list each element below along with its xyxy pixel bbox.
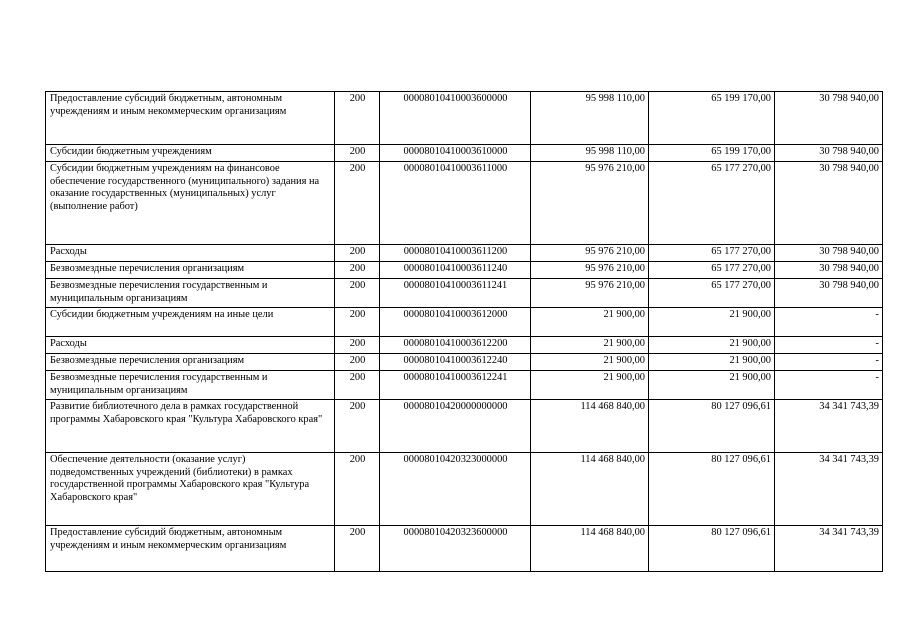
row-executed-cell: 65 177 270,00	[649, 262, 775, 279]
row-name-cell: Безвозмездные перечисления организациям	[46, 354, 335, 371]
row-unexecuted-cell: -	[775, 354, 883, 371]
row-approved-cell: 114 468 840,00	[531, 400, 649, 453]
table-row	[46, 371, 883, 400]
row-code-cell: 200	[335, 162, 380, 245]
row-code-cell: 200	[335, 262, 380, 279]
row-unexecuted-cell: 30 798 940,00	[775, 262, 883, 279]
row-name-cell: Предоставление субсидий бюджетным, автономным учреждениям и иным некоммерческим организациям	[46, 526, 335, 572]
row-unexecuted-cell: 30 798 940,00	[775, 162, 883, 245]
budget-table	[45, 91, 883, 572]
row-code-cell: 200	[335, 526, 380, 572]
row-name-cell: Расходы	[46, 245, 335, 262]
row-name-cell: Безвозмездные перечисления организациям	[46, 262, 335, 279]
table-row	[46, 354, 883, 371]
row-unexecuted-cell: 30 798 940,00	[775, 92, 883, 145]
row-kbk-cell: 00008010410003610000	[380, 145, 531, 162]
row-executed-cell: 21 900,00	[649, 371, 775, 400]
table-row	[46, 162, 883, 245]
row-executed-cell: 65 199 170,00	[649, 145, 775, 162]
row-code-cell: 200	[335, 279, 380, 308]
row-unexecuted-cell: 30 798 940,00	[775, 279, 883, 308]
row-code-cell: 200	[335, 354, 380, 371]
row-unexecuted-cell: 34 341 743,39	[775, 526, 883, 572]
row-approved-cell: 114 468 840,00	[531, 453, 649, 526]
table-row	[46, 526, 883, 572]
row-kbk-cell: 00008010420000000000	[380, 400, 531, 453]
row-unexecuted-cell: 34 341 743,39	[775, 400, 883, 453]
row-kbk-cell: 00008010410003612000	[380, 308, 531, 337]
row-name-cell: Субсидии бюджетным учреждениям на иные цели	[46, 308, 335, 337]
row-unexecuted-cell: -	[775, 337, 883, 354]
row-executed-cell: 80 127 096,61	[649, 453, 775, 526]
row-unexecuted-cell: 34 341 743,39	[775, 453, 883, 526]
row-code-cell: 200	[335, 145, 380, 162]
row-code-cell: 200	[335, 92, 380, 145]
row-approved-cell: 95 998 110,00	[531, 92, 649, 145]
row-name-cell: Субсидии бюджетным учреждениям	[46, 145, 335, 162]
row-approved-cell: 95 976 210,00	[531, 279, 649, 308]
row-executed-cell: 65 177 270,00	[649, 245, 775, 262]
table-row	[46, 308, 883, 337]
row-kbk-cell: 00008010410003612241	[380, 371, 531, 400]
row-unexecuted-cell: -	[775, 308, 883, 337]
row-kbk-cell: 00008010410003600000	[380, 92, 531, 145]
row-approved-cell: 95 976 210,00	[531, 245, 649, 262]
row-unexecuted-cell: -	[775, 371, 883, 400]
row-kbk-cell: 00008010410003612200	[380, 337, 531, 354]
row-kbk-cell: 00008010420323600000	[380, 526, 531, 572]
row-code-cell: 200	[335, 371, 380, 400]
table-row	[46, 400, 883, 453]
row-name-cell: Развитие библиотечного дела в рамках государственной программы Хабаровского края "Культура Хабаровского края"	[46, 400, 335, 453]
row-executed-cell: 65 177 270,00	[649, 162, 775, 245]
table-row	[46, 145, 883, 162]
row-executed-cell: 80 127 096,61	[649, 526, 775, 572]
row-name-cell: Безвозмездные перечисления государственным и муниципальным организациям	[46, 371, 335, 400]
row-kbk-cell: 00008010410003611240	[380, 262, 531, 279]
row-name-cell: Предоставление субсидий бюджетным, автономным учреждениям и иным некоммерческим организациям	[46, 92, 335, 145]
row-approved-cell: 21 900,00	[531, 371, 649, 400]
row-approved-cell: 21 900,00	[531, 308, 649, 337]
row-executed-cell: 65 177 270,00	[649, 279, 775, 308]
table-row	[46, 262, 883, 279]
row-kbk-cell: 00008010410003611200	[380, 245, 531, 262]
table-row	[46, 92, 883, 145]
row-approved-cell: 95 976 210,00	[531, 162, 649, 245]
row-kbk-cell: 00008010420323000000	[380, 453, 531, 526]
table-row	[46, 337, 883, 354]
row-kbk-cell: 00008010410003611241	[380, 279, 531, 308]
row-name-cell: Субсидии бюджетным учреждениям на финансовое обеспечение государственного (муниципального) задания на оказание государственных (муниципальных) услуг (выполнение работ)	[46, 162, 335, 245]
row-executed-cell: 21 900,00	[649, 337, 775, 354]
row-code-cell: 200	[335, 308, 380, 337]
row-code-cell: 200	[335, 400, 380, 453]
budget-table-body	[46, 92, 883, 572]
row-name-cell: Безвозмездные перечисления государственным и муниципальным организациям	[46, 279, 335, 308]
table-row	[46, 279, 883, 308]
table-row	[46, 245, 883, 262]
table-row	[46, 453, 883, 526]
row-name-cell: Расходы	[46, 337, 335, 354]
row-approved-cell: 21 900,00	[531, 337, 649, 354]
row-code-cell: 200	[335, 337, 380, 354]
row-code-cell: 200	[335, 245, 380, 262]
row-approved-cell: 95 998 110,00	[531, 145, 649, 162]
row-name-cell: Обеспечение деятельности (оказание услуг) подведомственных учреждений (библиотеки) в рамках государственной программы Хабаровского края "Культура Хабаровского края"	[46, 453, 335, 526]
row-executed-cell: 80 127 096,61	[649, 400, 775, 453]
row-kbk-cell: 00008010410003611000	[380, 162, 531, 245]
row-executed-cell: 21 900,00	[649, 308, 775, 337]
row-approved-cell: 114 468 840,00	[531, 526, 649, 572]
row-kbk-cell: 00008010410003612240	[380, 354, 531, 371]
row-code-cell: 200	[335, 453, 380, 526]
row-executed-cell: 65 199 170,00	[649, 92, 775, 145]
row-unexecuted-cell: 30 798 940,00	[775, 245, 883, 262]
row-executed-cell: 21 900,00	[649, 354, 775, 371]
row-approved-cell: 21 900,00	[531, 354, 649, 371]
row-approved-cell: 95 976 210,00	[531, 262, 649, 279]
row-unexecuted-cell: 30 798 940,00	[775, 145, 883, 162]
